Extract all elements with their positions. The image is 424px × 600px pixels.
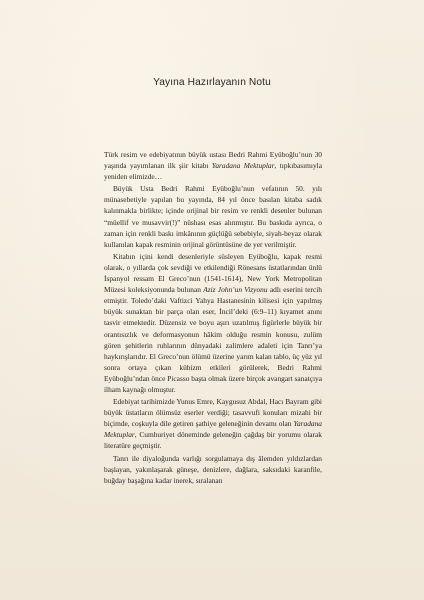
paragraph: [104, 251, 322, 395]
body-text: [104, 149, 322, 487]
text-run: , Cumhuriyet döneminde geleneğin çağdaş bir yorumu olarak literatüre geçmiştir.: [104, 430, 322, 451]
page-title: Yayına Hazırlayanın Notu: [153, 77, 271, 88]
paragraph: [104, 453, 322, 486]
text-run: Türk resim ve edebiyatının büyük ustası Bedri Rahmi Eyüboğlu’nun 30 yaşında yayımlanan ilk şiir kitabı: [104, 150, 322, 171]
text-run: Kitabın içini kendi desenleriyle süsleyen Eyüboğlu, kapak resmi olarak, o yıllarda çok sevdiği ve etkilendiği Rönesans üstatlarından ünlü İspanyol ressam El Greco’nun (1541-1614), New York Metropolitan Müzesi koleksiyonunda bulunan: [104, 251, 322, 295]
text-run: Tanrı ile diyaloğunda varlığı sorgulamaya dış âlemden yıldızlardan başlayan, yakınlaşarak güneşe, denizlere, dağlara, saksıdaki karanfile, buğday başağına kadar inerek, sıralanan: [104, 453, 322, 485]
text-run: , tıpkıbasımıyla yeniden elimizde…: [104, 161, 323, 182]
paragraph: [104, 396, 322, 451]
paragraph: [104, 149, 322, 182]
text-run: Edebiyat tarihimizde Yunus Emre, Kaygusuz Abdal, Hacı Bayram gibi büyük üstatların ölümsüz eserler verdiği; tasavvufi konuları mizahi bir biçimde, coşkuyla dile getiren şathiye geleneğinin devamı olan: [104, 397, 322, 429]
italic-text: Yaradana Mektuplar: [211, 161, 275, 171]
text-run: Büyük Usta Bedri Rahmi Eyüboğlu’nun vefatının 50. yılı münasebetiyle yapılan bu yayında, 84 yıl önce basılan kitaba sadık kalınmakla birlikte; içinde orijinal bir resim ve renkli desenler bulunan “müellif ve musavvir(!)” nüshası esas alınmıştır. Bu baskıda ayrıca, o zaman için renkli baskı imkânının güçlüğü sebebiyle, siyah-beyaz olarak kullanılan kapak resminin orijinal görüntüsüne de yer verilmiştir.: [104, 184, 322, 249]
text-run: adlı eserini tercih etmiştir. Toledo’daki Vaftizci Yahya Hastanesinin kilisesi için yapılmış büyük sunaktan bir parça olan eser, İncil’deki (6:9–11) kıyamet anını tasvir etmektedir. Düzensiz ve boyu aşırı uzatılmış figürlerle büyük bir orantısızlık ve deformasyonun hâkim olduğu resmin konusu, zulüm gören şehitlerin ruhlarının dünyadaki zalimlere adaleti için Tanrı’ya haykırışlarıdır. El Greco’nun ölümü üzerine yarım kalan tablo, üç yüz yıl sonra ortaya çıkan kübizm etkileri görülerek, Bedri Rahmi Eyüboğlu’ndan önce Picasso başta olmak üzere birçok avangart sanatçıya ilham kaynağı olmuştur.: [104, 285, 322, 394]
paragraph: [104, 183, 322, 250]
italic-text: Aziz John’un Vizyonu: [203, 285, 268, 295]
italic-text: Yaradana Mektuplar: [104, 419, 322, 440]
